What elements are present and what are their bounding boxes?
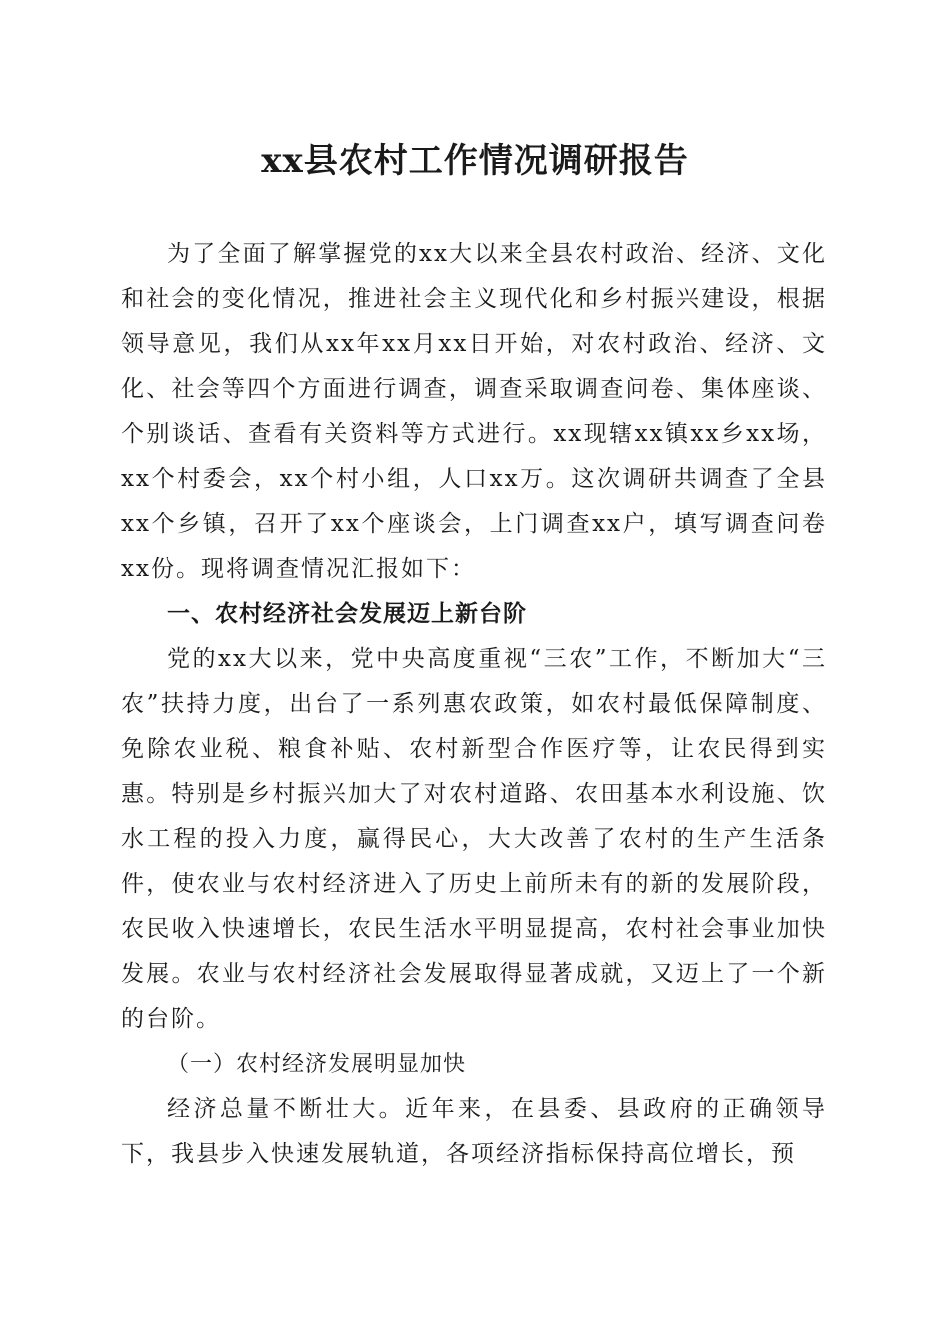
subsection-paragraph: 经济总量不断壮大。近年来，在县委、县政府的正确领导下，我县步入快速发展轨道，各项经济指标保持高位增长，预: [121, 1096, 827, 1167]
document-body: [121, 232, 827, 1177]
document-title: xx县农村工作情况调研报告: [261, 141, 689, 181]
section-paragraph: 党的xx大以来，党中央高度重视“三农”工作，不断加大“三农”扶持力度，出台了一系列惠农政策，如农村最低保障制度、免除农业税、粮食补贴、农村新型合作医疗等，让农民得到实惠。特别是乡村振兴加大了对农村道路、农田基本水利设施、饮水工程的投入力度，赢得民心，大大改善了农村的生产生活条件，使农业与农村经济进入了历史上前所未有的新的发展阶段，农民收入快速增长，农民生活水平明显提高，农村社会事业加快发展。农业与农村经济社会发展取得显著成就，又迈上了一个新的台阶。: [121, 646, 827, 1032]
section-heading: 一、农村经济社会发展迈上新台阶: [167, 601, 527, 627]
intro-paragraph: 为了全面了解掌握党的xx大以来全县农村政治、经济、文化和社会的变化情况，推进社会主义现代化和乡村振兴建设，根据领导意见，我们从xx年xx月xx日开始，对农村政治、经济、文化、社会等四个方面进行调查，调查采取调查问卷、集体座谈、个别谈话、查看有关资料等方式进行。xx现辖xx镇xx乡xx场，xx个村委会，xx个村小组，人口xx万。这次调研共调查了全县xx个乡镇，召开了xx个座谈会，上门调查xx户，填写调查问卷xx份。现将调查情况汇报如下：: [121, 241, 827, 582]
subsection-heading: （一）农村经济发展明显加快: [167, 1052, 467, 1077]
